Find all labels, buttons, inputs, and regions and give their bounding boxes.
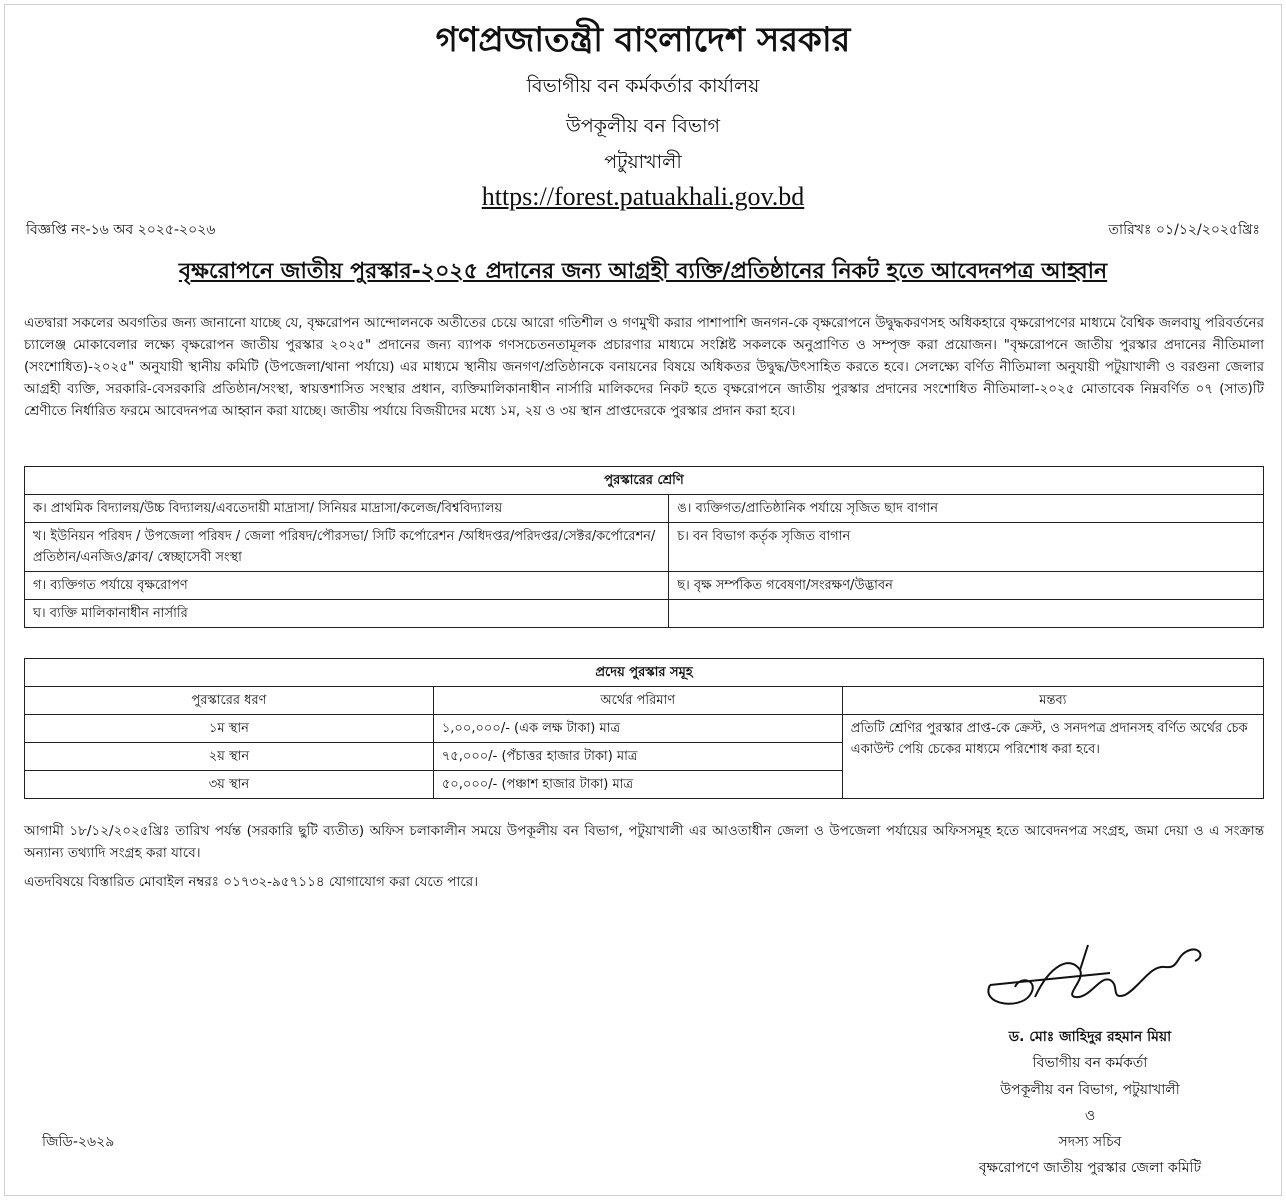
government-heading: গণপ্রজাতন্ত্রী বাংলাদেশ সরকার — [435, 20, 851, 60]
district-name: পটুয়াখালী — [604, 151, 682, 173]
table-row — [25, 572, 1264, 600]
award-type-cell: ২য় স্থান — [25, 743, 434, 771]
signatory-designation: বিভাগীয় বন কর্মকর্তা — [1032, 1055, 1148, 1071]
category-cell — [669, 600, 1264, 628]
award-amount-cell: ৭৫,০০০/- (পঁচাত্তর হাজার টাকা) মাত্র — [433, 743, 842, 771]
office-name: বিভাগীয় বন কর্মকর্তার কার্যালয় — [526, 75, 760, 97]
deadline-paragraph: আগামী ১৮/১২/২০২৫খ্রিঃ তারিখ পর্যন্ত (সরকারি ছুটি ব্যতীত) অফিস চলাকালীন সময়ে উপকূলীয় বন বিভাগ, পটুয়াখালী এর আওতাধীন জেলা ও উপজেলা পর্যায়ের অফিসসমূহ হতে আবেদনপত্র সংগ্রহ, জমা দেয়া ও এ সংক্রান্ত অন্যান্য তথ্যাদি সংগ্রহ করা যাবে। — [24, 823, 1264, 861]
award-type-cell: ৩য় স্থান — [25, 771, 434, 799]
signatory-committee: বৃক্ষরোপণে জাতীয় পুরস্কার জেলা কমিটি — [978, 1160, 1202, 1176]
gd-number: জিডি-২৬২৯ — [42, 1134, 115, 1150]
category-cell: চ। বন বিভাগ কর্তৃক সৃজিত বাগান — [669, 523, 1264, 572]
table-caption-row — [25, 467, 1264, 495]
column-header: অর্থের পরিমাণ — [433, 687, 842, 715]
table-row — [25, 715, 1264, 743]
category-cell: ছ। বৃক্ষ সর্ম্পকিত গবেষণা/সংরক্ষণ/উদ্ভাবন — [669, 572, 1264, 600]
signatory-conjunction: ও — [1084, 1108, 1096, 1124]
signatory-name: ড. মোঃ জাহিদুর রহমান মিয়া — [1008, 1029, 1172, 1045]
awards-caption: প্রদেয় পুরস্কার সমূহ — [25, 659, 1264, 687]
division-name: উপকূলীয় বন বিভাগ — [566, 115, 720, 137]
notice-date: তারিখঃ ০১/১২/২০২৫খ্রিঃ — [1108, 222, 1260, 238]
contact-paragraph: এতদবিষয়ে বিস্তারিত মোবাইল নম্বরঃ ০১৭৩২-৯৫৭১১৪ যোগাযোগ করা যেতে পারে। — [24, 874, 479, 890]
signature-image — [960, 925, 1220, 1025]
category-cell: ক। প্রাথমিক বিদ্যালয়/উচ্চ বিদ্যালয়/এবতেদায়ী মাদ্রাসা/ সিনিয়র মাদ্রাসা/কলেজ/বিশ্ববিদ্যালয় — [25, 495, 669, 523]
table-caption-row — [25, 659, 1264, 687]
website-link[interactable]: https://forest.patuakhali.gov.bd — [481, 182, 805, 211]
notice-title: বৃক্ষরোপনে জাতীয় পুরস্কার-২০২৫ প্রদানের জন্য আগ্রহী ব্যক্তি/প্রতিষ্ঠানের নিকট হতে আবেদনপত্র আহ্বান — [178, 259, 1108, 284]
category-cell: ঘ। ব্যক্তি মালিকানাধীন নার্সারি — [25, 600, 669, 628]
award-amount-cell: ১,০০,০০০/- (এক লক্ষ টাকা) মাত্র — [433, 715, 842, 743]
table-row — [25, 523, 1264, 572]
award-type-cell: ১ম স্থান — [25, 715, 434, 743]
awards-table — [24, 658, 1264, 799]
category-cell: গ। ব্যক্তিগত পর্যায়ে বৃক্ষরোপণ — [25, 572, 669, 600]
column-header: পুরস্কারের ধরণ — [25, 687, 434, 715]
column-header: মন্তব্য — [842, 687, 1263, 715]
table-header-row — [25, 687, 1264, 715]
signatory-role: সদস্য সচিব — [1058, 1134, 1122, 1150]
category-cell: খ। ইউনিয়ন পরিষদ / উপজেলা পরিষদ / জেলা পরিষদ/পৌরসভা/ সিটি কর্পোরেশন /অধিদপ্তর/পরিদপ্তর/সেক্টর/কর্পোরেশন/প্রতিষ্ঠান/এনজিও/ক্লাব/ স্বেচ্ছাসেবী সংস্থা — [25, 523, 669, 572]
award-categories-table — [24, 466, 1264, 628]
intro-paragraph: এতদ্বারা সকলের অবগতির জন্য জানানো যাচ্ছে যে, বৃক্ষরোপন আন্দোলনকে অতীতের চেয়ে আরো গতিশীল ও গণমুখী করার পাশাপাশি জনগন-কে বৃক্ষরোপনে উদ্বুদ্ধকরণসহ অধিকহারে বৃক্ষরোপণের মাধ্যমে বৈশ্বিক জলবায়ু পরিবর্তনের চ্যালেঞ্জ মোকাবেলার লক্ষ্যে বৃক্ষরোপন জাতীয় পুরস্কার ২০২৫" প্রদানের জন্য ব্যাপক গণসচেতনতামূলক প্রচারণার মাধ্যমে সংশ্লিষ্ট সকলকে অনুপ্রাণিত ও সম্পৃক্ত করা প্রয়োজন। "বৃক্ষরোপনে জাতীয় পুরস্কার প্রদানের নীতিমালা (সংশোধিত)-২০২৫" অনুযায়ী স্থানীয় কমিটি (উপজেলা/থানা পর্যায়ে) এর মাধ্যমে স্থানীয় জনগণ/প্রতিষ্ঠানকে বনায়নের বিষয়ে অধিকতর উদ্বুদ্ধ/উৎসাহিত করতে হবে। সেলক্ষ্যে বর্ণিত নীতিমালা অনুযায়ী পটুয়াখালী ও বরগুনা জেলার আগ্রহী ব্যক্তি, সরকারি-বেসরকারি প্রতিষ্ঠান/সংস্থা, স্বায়ত্তশাসিত সংস্থার প্রধান, ব্যক্তিমালিকানাধীন নার্সারি মালিকদের নিকট হতে বৃক্ষরোপনে জাতীয় পুরস্কার প্রদানের সংশোধিত নীতিমালা-২০২৫ মোতাবেক নিম্নবর্ণিত ০৭ (সাত)টি শ্রেণীতে নির্ধারিত ফরমে আবেদনপত্র আহ্বান করা যাচ্ছে। জাতীয় পর্যায়ে বিজয়ীদের মধ্যে ১ম, ২য় ও ৩য় স্থান প্রাপ্তদেরকে পুরস্কার প্রদান করা হবে। — [24, 315, 1264, 419]
award-amount-cell: ৫০,০০০/- (পঞ্চাশ হাজার টাকা) মাত্র — [433, 771, 842, 799]
table-row — [25, 495, 1264, 523]
signatory-office: উপকূলীয় বন বিভাগ, পটুয়াখালী — [1000, 1082, 1180, 1098]
memo-number: বিজ্ঞপ্তি নং-১৬ অব ২০২৫-২০২৬ — [26, 222, 216, 238]
award-remark-cell: প্রতিটি শ্রেণির পুরস্কার প্রাপ্ত-কে ক্রেস্ট, ও সনদপত্র প্রদানসহ বর্ণিত অর্থের চেক একাউন্ট পেয়ি চেকের মাধ্যমে পরিশোধ করা হবে। — [842, 715, 1263, 799]
table-row — [25, 600, 1264, 628]
categories-caption: পুরস্কারের শ্রেণি — [25, 467, 1264, 495]
category-cell: ঙ। ব্যক্তিগত/প্রাতিষ্ঠানিক পর্যায়ে সৃজিত ছাদ বাগান — [669, 495, 1264, 523]
